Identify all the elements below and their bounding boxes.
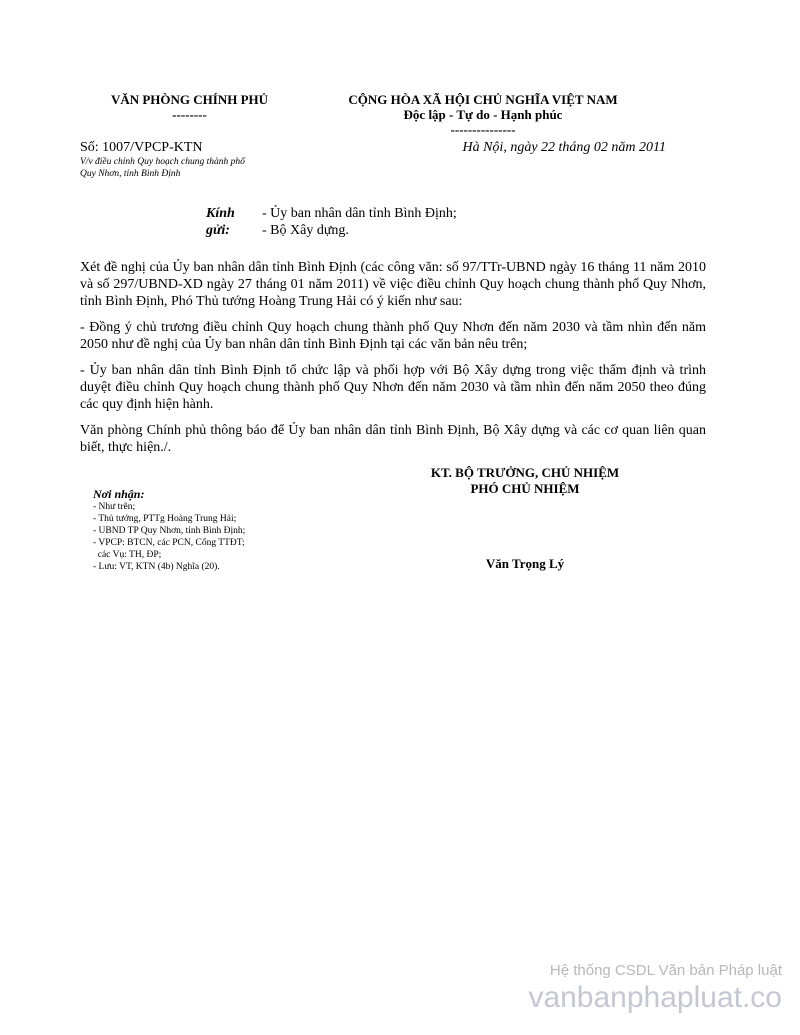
recipients-label: Kính gửi:: [206, 206, 235, 238]
distribution-item: - Thủ tướng, PTTg Hoàng Trung Hải;: [93, 514, 237, 524]
document-subject-line1: V/v điều chỉnh Quy hoạch chung thành phố: [80, 157, 245, 167]
recipient-item: - Ủy ban nhân dân tỉnh Bình Định;: [262, 206, 457, 221]
recipient-item: - Bộ Xây dựng.: [262, 223, 349, 238]
distribution-item: - Như trên;: [93, 502, 136, 512]
issuing-agency-block: [72, 92, 307, 122]
document-body: [80, 259, 706, 465]
recipients-row: [206, 205, 626, 239]
distribution-item: các Vụ: TH, ĐP;: [93, 550, 162, 560]
document-subject-line2: Quy Nhơn, tỉnh Bình Định: [80, 169, 181, 179]
signer-title-2: PHÓ CHỦ NHIỆM: [470, 481, 580, 496]
body-paragraph: Xét đề nghị của Ủy ban nhân dân tỉnh Bình Định (các công văn: số 97/TTr-UBND ngày 16 tháng 11 năm 2010 và số 297/UBND-XD ngày 27 tháng 01 năm 2011) về việc điều chỉnh Quy hoạch chung thành phố Quy Nhơn, tỉnh Bình Định, Phó Thủ tướng Hoàng Trung Hải có ý kiến như sau:: [80, 260, 706, 309]
body-paragraph: Văn phòng Chính phủ thông báo để Ủy ban nhân dân tỉnh Bình Định, Bộ Xây dựng và các cơ quan liên quan biết, thực hiện./.: [80, 423, 706, 455]
distribution-item: - VPCP: BTCN, các PCN, Cổng TTĐT;: [93, 538, 245, 548]
document-date: Hà Nội, ngày 22 tháng 02 năm 2011: [462, 140, 666, 155]
recipients-block: [206, 205, 626, 239]
body-paragraph: - Đồng ý chủ trương điều chỉnh Quy hoạch chung thành phố Quy Nhơn đến năm 2030 và tầm nhìn đến năm 2050 như đề nghị của Ủy ban nhân dân tỉnh Bình Định tại các văn bản nêu trên;: [80, 320, 706, 352]
document-meta: [80, 140, 380, 180]
watermark-caption: Hệ thống CSDL Văn bản Pháp luật: [549, 962, 782, 979]
agency-name: VĂN PHÒNG CHÍNH PHỦ: [110, 92, 269, 107]
signer-name: Văn Trọng Lý: [485, 556, 565, 571]
national-header-block: [318, 92, 648, 137]
recipients-list: [262, 205, 626, 239]
country-name: CỘNG HÒA XÃ HỘI CHỦ NGHĨA VIỆT NAM: [348, 92, 618, 107]
document-number: Số: 1007/VPCP-KTN: [80, 140, 203, 155]
distribution-block: [93, 487, 353, 573]
body-paragraph: - Ủy ban nhân dân tỉnh Bình Định tổ chức lập và phối hợp với Bộ Xây dựng trong việc thẩm định và trình duyệt điều chỉnh Quy hoạch chung thành phố Quy Nhơn đến năm 2030 và tầm nhìn đến năm 2050 theo đúng các quy định hiện hành.: [80, 363, 706, 412]
distribution-label: Nơi nhận:: [93, 487, 145, 501]
distribution-item: - UBND TP Quy Nhơn, tỉnh Bình Định;: [93, 526, 246, 536]
national-motto: Độc lập - Tự do - Hạnh phúc: [403, 107, 563, 122]
motto-rule: ---------------: [450, 122, 516, 137]
watermark-domain: vanbanphapluat.co: [528, 981, 782, 1014]
distribution-item: - Lưu: VT, KTN (4b) Nghĩa (20).: [93, 562, 220, 572]
signer-title-1: KT. BỘ TRƯỞNG, CHỦ NHIỆM: [430, 465, 620, 480]
agency-rule: --------: [172, 107, 207, 122]
signature-block: [390, 465, 660, 497]
site-watermark: [382, 962, 782, 1016]
